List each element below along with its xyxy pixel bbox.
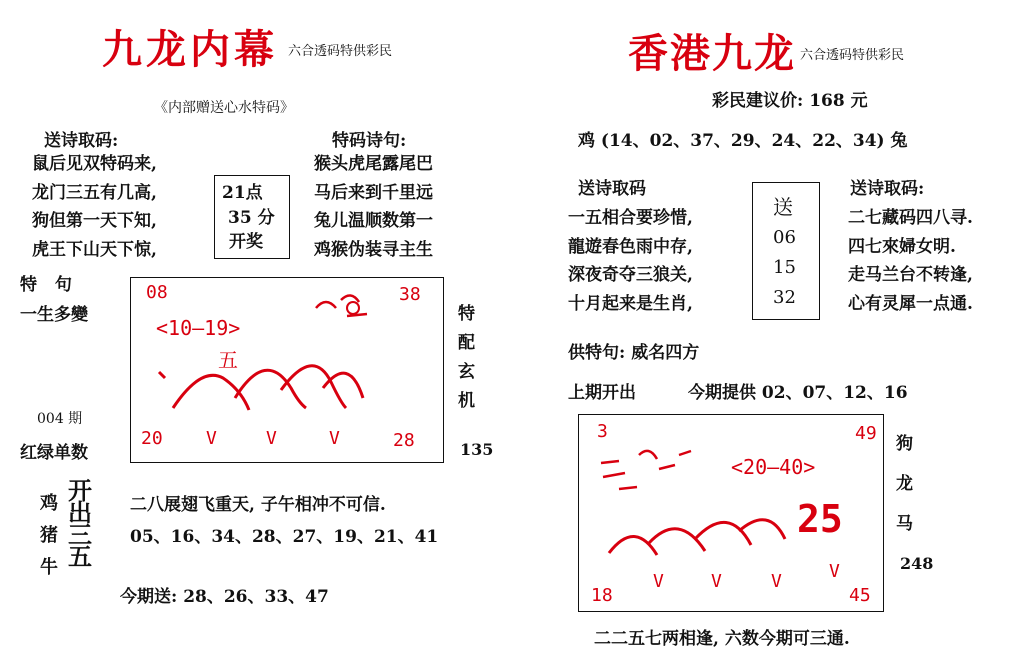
rooster-line: 鸡 (14、02、37、29、24、22、34) 兔 <box>578 131 908 151</box>
sketch-bottom-right-number: 45 <box>849 585 871 606</box>
right-poem-right-block <box>848 204 973 318</box>
left-special-match <box>458 300 475 416</box>
right-poem-right-line: 二七藏码四八寻. <box>848 208 973 228</box>
kaichu-char: 开 <box>68 476 92 505</box>
draw-time-hour: 21点 <box>222 183 263 203</box>
right-sketch-box <box>578 414 884 612</box>
left-poem-line: 虎王下山天下惊, <box>32 239 157 260</box>
sketch-v-mark: V <box>329 428 340 449</box>
kaichu-char: 三 <box>68 520 92 549</box>
left-poem-block <box>32 150 157 264</box>
left-poem-line: 鼠后见双特码来, <box>32 154 157 174</box>
red-green-label: 红绿单数 <box>20 443 88 463</box>
suggested-price: 彩民建议价: 168 元 <box>712 91 868 111</box>
special-char: 玄 <box>458 362 475 382</box>
right-poem-right-line: 四七來婦女明. <box>848 236 956 257</box>
right-poem-line: 十月起来是生肖, <box>568 293 693 314</box>
left-mountain-drawing <box>131 278 443 462</box>
left-poem-line: 狗但第一天下知, <box>32 211 157 231</box>
right-poem-header: 送诗取码 <box>578 179 646 199</box>
left-bracket-title: 《内部赠送心水特码》 <box>154 100 294 116</box>
left-subtitle: 六合透码特供彩民 <box>288 44 393 59</box>
sketch-top-left-number: 3 <box>597 421 608 442</box>
zodiac-char: 牛 <box>40 557 58 578</box>
left-poem-line: 龙门三五有几高, <box>32 182 157 203</box>
zodiac-char: 猪 <box>40 525 58 546</box>
special-phrase: 供特句: 威名四方 <box>568 343 700 363</box>
right-poem-line: 一五相合要珍惜, <box>568 208 693 228</box>
sketch-v-mark: V <box>653 571 664 592</box>
left-special-phrase: 一生多變 <box>20 305 88 325</box>
special-char: 配 <box>458 333 475 353</box>
right-zodiac-char: 龙 <box>896 474 913 494</box>
sketch-bottom-right-number: 28 <box>393 430 415 451</box>
sketch-top-right-number: 49 <box>855 423 877 444</box>
left-special-number: 135 <box>460 440 494 459</box>
left-poem-right-header: 特码诗句: <box>332 131 407 151</box>
left-poem-right-block <box>314 150 433 264</box>
left-poem-right-line: 兔儿温顺数第一 <box>314 211 433 231</box>
send-label: 送 <box>773 195 793 219</box>
draw-time-box <box>214 175 290 259</box>
sketch-v-mark: V <box>266 428 277 449</box>
left-special-phrase-label: 特 句 <box>20 275 78 295</box>
sketch-mark: 五 <box>218 348 238 372</box>
sketch-range: <10—19> <box>156 316 241 340</box>
kaichu-char: 五 <box>68 542 92 571</box>
sketch-top-right-number: 38 <box>399 284 421 305</box>
right-zodiac-list <box>896 424 913 544</box>
sketch-bottom-left-number: 20 <box>141 428 163 449</box>
left-numbers: 05、16、34、28、27、19、21、41 <box>130 527 439 547</box>
right-poem-right-line: 心有灵犀一点通. <box>848 293 973 314</box>
right-subtitle: 六合透码特供彩民 <box>800 48 905 63</box>
special-char: 机 <box>458 391 475 411</box>
provide-numbers: 今期提供 02、07、12、16 <box>688 383 908 403</box>
zodiac-list <box>40 488 58 584</box>
kaichu-block <box>68 476 92 571</box>
sketch-bottom-left-number: 18 <box>591 585 613 606</box>
left-verse: 二八展翅飞重天, 子午相冲不可信. <box>130 495 386 515</box>
left-poem-right-line: 马后来到千里远 <box>314 182 433 203</box>
draw-time-minute: 35 分 <box>228 208 275 228</box>
left-poem-right-line: 鸡猴伪装寻主生 <box>314 239 433 260</box>
zodiac-char: 鸡 <box>40 493 58 514</box>
kaichu-char: 出 <box>68 498 92 527</box>
special-char: 特 <box>458 304 475 324</box>
right-poem-block <box>568 204 693 318</box>
sketch-v-mark: V <box>829 561 840 582</box>
send-number: 06 <box>773 227 796 248</box>
send-box <box>752 182 820 320</box>
right-poem-line: 龍遊春色雨中存, <box>568 236 693 257</box>
right-footer: 二二五七两相逢, 六数今期可三通. <box>594 629 850 649</box>
send-number: 15 <box>773 257 796 278</box>
left-poem-right-line: 猴头虎尾露尾巴 <box>314 154 433 174</box>
right-zodiac-char: 马 <box>896 514 913 534</box>
right-zodiac-char: 狗 <box>896 434 913 454</box>
left-title: 九龙内幕 <box>102 26 278 73</box>
right-title: 香港九龙 <box>628 30 796 77</box>
left-poem-header: 送诗取码: <box>44 131 119 151</box>
sketch-v-mark: V <box>711 571 722 592</box>
sketch-top-left-number: 08 <box>146 282 168 303</box>
right-poem-right-line: 走马兰台不转逢, <box>848 265 973 285</box>
left-sketch-box <box>130 277 444 463</box>
right-poem-line: 深夜奇夺三狼关, <box>568 265 693 285</box>
last-issue-label: 上期开出 <box>568 383 636 403</box>
sketch-v-mark: V <box>771 571 782 592</box>
right-poem-right-header: 送诗取码: <box>850 179 925 199</box>
sketch-v-mark: V <box>206 428 217 449</box>
right-special-number: 248 <box>900 554 934 573</box>
sketch-mark: 25 <box>797 497 843 541</box>
draw-time-label: 开奖 <box>229 232 263 252</box>
send-number: 32 <box>773 287 796 308</box>
issue-number: 004 期 <box>37 411 83 427</box>
right-mountain-drawing <box>579 415 883 611</box>
today-send: 今期送: 28、26、33、47 <box>120 587 329 607</box>
sketch-range: <20—40> <box>731 455 816 479</box>
